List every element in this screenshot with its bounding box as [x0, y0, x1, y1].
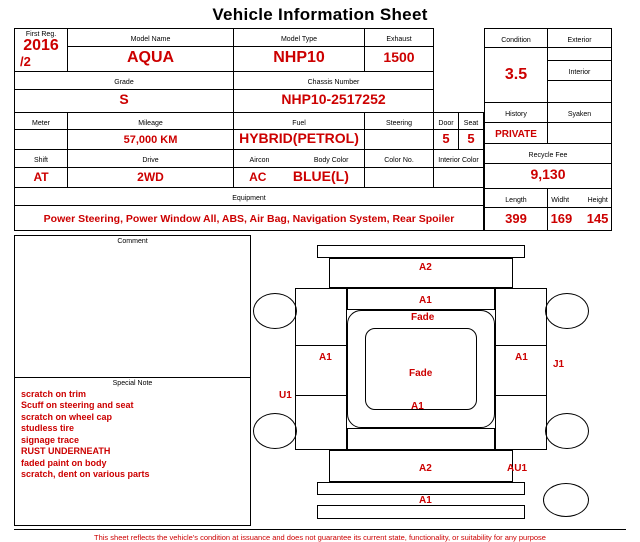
damage-mark: A2: [419, 462, 432, 474]
damage-mark: A1: [419, 294, 432, 306]
side-spec-table: [484, 28, 612, 231]
value-history: PRIVATE: [485, 122, 548, 144]
header-info-block: [14, 28, 626, 231]
label-model-name: Model Name: [68, 29, 234, 47]
value-first-reg-month: /2: [20, 54, 31, 70]
label-color-no: Color No.: [365, 150, 434, 168]
value-recycle-fee: 9,130: [485, 163, 612, 188]
value-mileage: 57,000 KM: [68, 130, 234, 150]
special-note-box: [14, 378, 251, 526]
label-history: History: [485, 103, 548, 122]
notes-column: [14, 235, 251, 526]
list-item: signage trace: [21, 434, 80, 445]
list-item: scratch on trim: [21, 388, 87, 399]
damage-mark: A1: [515, 351, 528, 363]
label-first-reg: First Reg.: [25, 31, 57, 38]
diagram-wheel-rear-left: [253, 413, 297, 449]
damage-mark: Fade: [409, 367, 433, 379]
label-interior-color: Interior Color: [434, 150, 484, 168]
label-syaken: Syaken: [548, 103, 612, 122]
list-item: RUST UNDERNEATH: [21, 446, 111, 457]
table-row: [485, 103, 612, 122]
damage-mark: AU1: [507, 462, 528, 474]
diagram-rear-glass: [347, 428, 495, 450]
label-shift: Shift: [15, 150, 68, 168]
diagram-front-bumper: [317, 245, 525, 258]
value-interior-color: [434, 168, 484, 188]
table-row: [15, 46, 484, 71]
table-row: [15, 188, 484, 206]
table-row: [485, 163, 612, 188]
diagram-right-side-panel: [495, 288, 547, 450]
label-recycle-fee: Recycle Fee: [485, 144, 612, 163]
table-row: [485, 29, 612, 48]
table-row: [15, 29, 484, 47]
value-grade: S: [15, 89, 234, 112]
value-steering: [365, 130, 434, 150]
label-model-type: Model Type: [234, 29, 365, 47]
diagram-left-door-divider-1: [295, 345, 347, 346]
diagram-rear-bumper: [317, 482, 525, 495]
value-chassis-number: NHP10-2517252: [234, 89, 434, 112]
value-model-name: AQUA: [68, 46, 234, 71]
table-row: [15, 112, 484, 130]
value-shift: AT: [15, 168, 68, 188]
table-row: [15, 168, 484, 188]
list-item: faded paint on body: [21, 457, 107, 468]
value-exhaust: 1500: [365, 46, 434, 71]
damage-mark: J1: [553, 358, 565, 370]
label-comment: Comment: [117, 237, 148, 245]
value-interior: [548, 80, 612, 103]
diagram-wheel-front-right: [545, 293, 589, 329]
label-aircon-bodycolor: Aircon Body Color: [234, 150, 365, 168]
diagram-rear-valance: [317, 505, 525, 519]
main-spec-table: [14, 28, 484, 231]
value-condition: 3.5: [485, 48, 548, 103]
label-condition: Condition: [485, 29, 548, 48]
label-interior: Interior: [548, 61, 612, 80]
comment-box: [14, 235, 251, 378]
value-syaken: [548, 122, 612, 144]
table-row: [15, 130, 484, 150]
value-meter: [15, 130, 68, 150]
label-equipment: Equipment: [15, 188, 484, 206]
label-meter: Meter: [15, 112, 68, 130]
value-door: 5: [434, 130, 459, 150]
list-item: studless tire: [21, 423, 75, 434]
value-exterior: [548, 48, 612, 61]
table-row: [485, 48, 612, 61]
diagram-right-door-divider-1: [495, 345, 547, 346]
page-title: Vehicle Information Sheet: [212, 5, 428, 24]
footer-disclaimer: This sheet reflects the vehicle's condition at issuance and does not guarantee its current state, functionality, or suitability for any purpose: [14, 529, 626, 542]
cell-first-reg: [15, 29, 68, 72]
table-row: [485, 208, 612, 231]
table-row: [15, 71, 484, 89]
value-body-color: AC BLUE(L): [234, 168, 365, 188]
label-seat: Seat: [459, 112, 484, 130]
label-dimensions: Length: [485, 188, 548, 207]
table-row: [485, 122, 612, 144]
damage-mark: A1: [411, 400, 424, 412]
label-drive: Drive: [68, 150, 234, 168]
diagram-spare-tire: [543, 483, 589, 517]
diagram-wheel-front-left: [253, 293, 297, 329]
label-fuel: Fuel: [234, 112, 365, 130]
table-row: [15, 205, 484, 230]
list-item: Scuff on steering and seat: [21, 400, 134, 411]
label-special-note: Special Note: [112, 379, 153, 387]
vehicle-damage-diagram: [251, 235, 611, 527]
diagram-wheel-rear-right: [545, 413, 589, 449]
label-door: Door: [434, 112, 459, 130]
value-drive-aircon: 2WD: [68, 168, 234, 188]
value-seat: 5: [459, 130, 484, 150]
table-row: [485, 144, 612, 163]
label-grade: Grade: [15, 71, 234, 89]
table-row: [485, 188, 612, 207]
damage-mark: U1: [279, 389, 292, 401]
diagram-left-side-panel: [295, 288, 347, 450]
lower-section: [14, 235, 626, 527]
label-dimensions-2: Widht Height: [548, 188, 612, 207]
value-length: 399: [485, 208, 548, 231]
diagram-left-door-divider-2: [295, 395, 347, 396]
damage-mark: A1: [319, 351, 332, 363]
value-model-type: NHP10: [234, 46, 365, 71]
value-first-reg-year: 2016: [23, 37, 59, 55]
value-fuel: HYBRID(PETROL): [234, 130, 365, 150]
table-row: [15, 89, 484, 112]
value-equipment: Power Steering, Power Window All, ABS, Air Bag, Navigation System, Rear Spoiler: [15, 205, 484, 230]
table-row: [15, 150, 484, 168]
special-note-list: [15, 388, 250, 481]
value-width-height: 169 145: [548, 208, 612, 231]
diagram-right-door-divider-2: [495, 395, 547, 396]
value-color-no: [365, 168, 434, 188]
label-mileage: Mileage: [68, 112, 234, 130]
damage-mark: A2: [419, 261, 432, 273]
label-steering: Steering: [365, 112, 434, 130]
label-chassis-number: Chassis Number: [234, 71, 434, 89]
damage-mark: A1: [419, 494, 432, 506]
damage-mark: Fade: [411, 311, 435, 323]
list-item: scratch on wheel cap: [21, 411, 113, 422]
list-item: scratch, dent on various parts: [21, 469, 150, 480]
label-exterior: Exterior: [548, 29, 612, 48]
label-exhaust: Exhaust: [365, 29, 434, 47]
